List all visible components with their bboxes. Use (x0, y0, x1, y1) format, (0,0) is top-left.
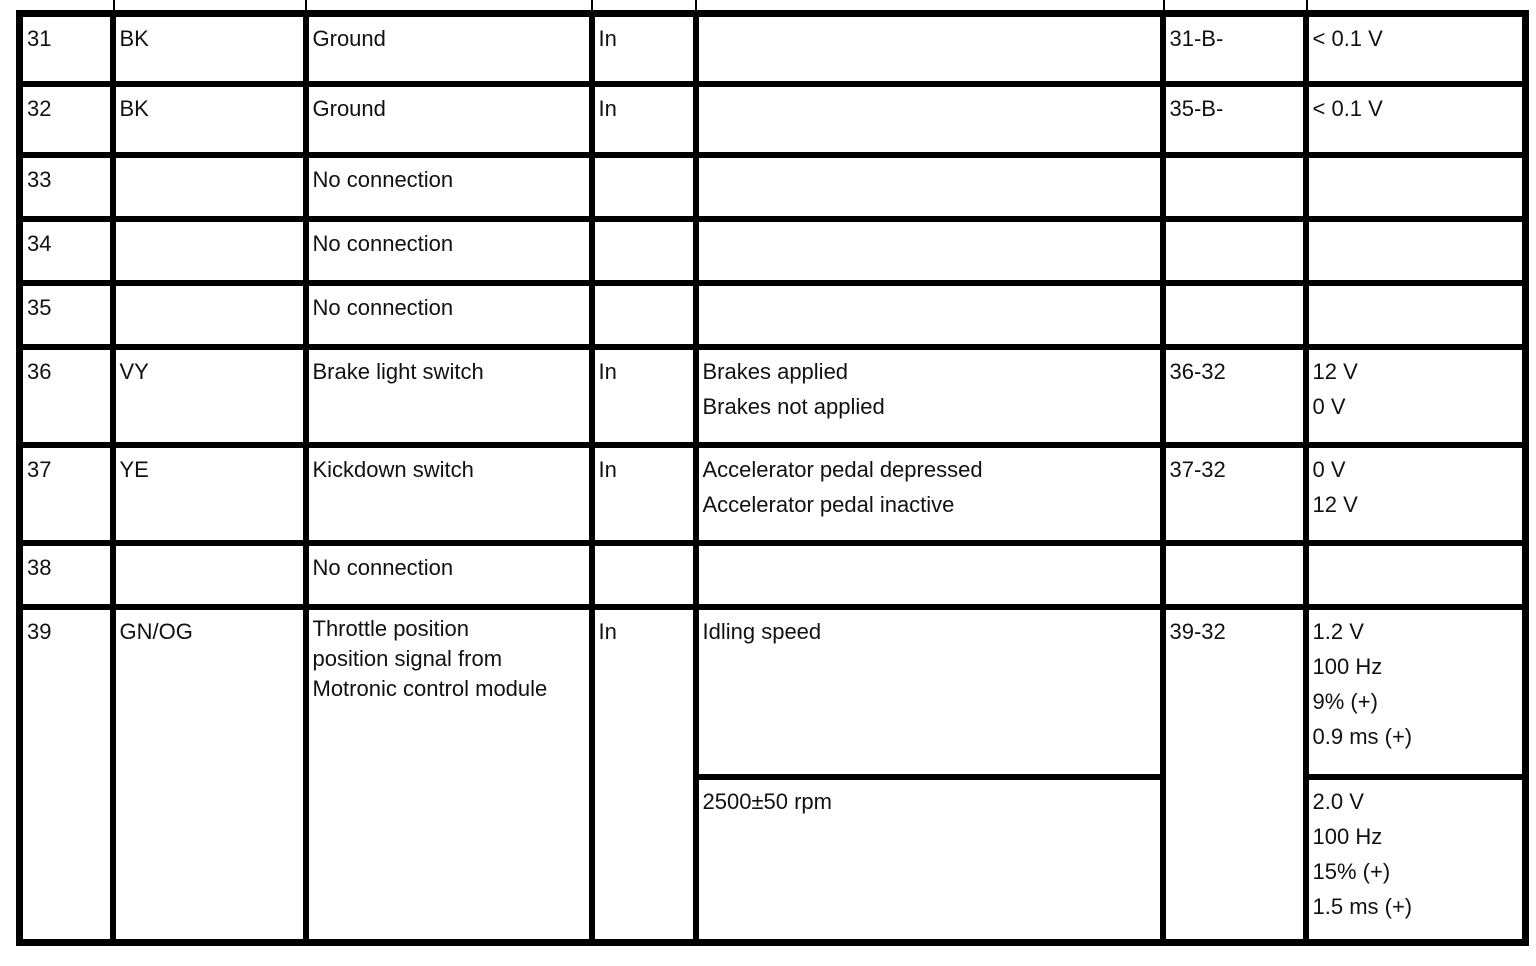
wire-color (113, 155, 306, 219)
pin-description: Ground (306, 84, 592, 155)
pin-description-line: Motronic control module (312, 675, 548, 701)
connector-pin-table (16, 10, 1529, 946)
nominal-values-rpm-line: 2.0 V (1312, 788, 1364, 814)
test-conditions-line: Brakes applied (702, 358, 849, 384)
table-row (20, 347, 1526, 445)
wire-color: BK (113, 84, 306, 155)
test-conditions-line: Accelerator pedal depressed (702, 456, 983, 482)
test-condition-idle: Idling speed (696, 607, 1163, 777)
wire-color: BK (113, 14, 306, 84)
test-terminals (1163, 155, 1306, 219)
nominal-values (1306, 445, 1526, 543)
test-conditions (696, 283, 1163, 347)
table-row (20, 283, 1526, 347)
pin-number: 37 (20, 445, 113, 543)
table-row (20, 84, 1526, 155)
pin-number: 39 (20, 607, 113, 943)
test-conditions-line: Accelerator pedal inactive (702, 491, 955, 517)
test-conditions (696, 14, 1163, 84)
pin-description-line: Throttle position (312, 615, 470, 641)
signal-direction: In (592, 14, 696, 84)
nominal-values-line: 12 V (1312, 491, 1358, 517)
pin-number: 32 (20, 84, 113, 155)
nominal-values-rpm-line: 100 Hz (1312, 823, 1383, 849)
test-conditions (696, 445, 1163, 543)
pin-description: Ground (306, 14, 592, 84)
pin-number: 38 (20, 543, 113, 607)
pin-number: 31 (20, 14, 113, 84)
pin-description: No connection (306, 543, 592, 607)
pin-description-line: position signal from (312, 645, 503, 671)
nominal-values-idle-line: 0.9 ms (+) (1312, 723, 1413, 749)
table-row (20, 155, 1526, 219)
table-row (20, 14, 1526, 84)
test-terminals: 36-32 (1163, 347, 1306, 445)
nominal-values (1306, 347, 1526, 445)
nominal-values (1306, 543, 1526, 607)
nominal-values (1306, 155, 1526, 219)
signal-direction: In (592, 607, 696, 943)
test-condition-rpm: 2500±50 rpm (696, 777, 1163, 943)
pin-number: 36 (20, 347, 113, 445)
signal-direction (592, 283, 696, 347)
nominal-values (1306, 219, 1526, 283)
pin-description: No connection (306, 219, 592, 283)
nominal-values-line: 0 V (1312, 456, 1346, 482)
test-terminals: 35-B- (1163, 84, 1306, 155)
wire-color (113, 543, 306, 607)
test-terminals: 37-32 (1163, 445, 1306, 543)
signal-direction: In (592, 347, 696, 445)
test-conditions (696, 347, 1163, 445)
table-body (20, 14, 1526, 943)
test-conditions (696, 543, 1163, 607)
test-conditions (696, 219, 1163, 283)
wire-color: GN/OG (113, 607, 306, 943)
wire-color: VY (113, 347, 306, 445)
test-terminals: 31-B- (1163, 14, 1306, 84)
test-terminals (1163, 283, 1306, 347)
pin-number: 33 (20, 155, 113, 219)
pin-description: Brake light switch (306, 347, 592, 445)
signal-direction: In (592, 445, 696, 543)
test-terminals: 39-32 (1163, 607, 1306, 943)
pin-description: No connection (306, 283, 592, 347)
test-conditions (696, 84, 1163, 155)
nominal-values-rpm-line: 1.5 ms (+) (1312, 893, 1413, 919)
signal-direction (592, 155, 696, 219)
wire-color (113, 283, 306, 347)
nominal-values-line: < 0.1 V (1312, 26, 1383, 51)
test-terminals (1163, 543, 1306, 607)
pin-number: 35 (20, 283, 113, 347)
nominal-values-idle-line: 1.2 V (1312, 618, 1364, 644)
test-terminals (1163, 219, 1306, 283)
nominal-values (1306, 283, 1526, 347)
pin-description: Kickdown switch (306, 445, 592, 543)
table-row (20, 607, 1526, 777)
nominal-values-rpm (1306, 777, 1526, 943)
nominal-values-idle-line: 9% (+) (1312, 688, 1378, 714)
test-conditions-line: Brakes not applied (702, 393, 885, 419)
nominal-values-line: 0 V (1312, 393, 1346, 419)
table-row (20, 445, 1526, 543)
table-row (20, 543, 1526, 607)
nominal-values-rpm-line: 15% (+) (1312, 858, 1391, 884)
nominal-values-idle-line: 100 Hz (1312, 653, 1383, 679)
nominal-values (1306, 84, 1526, 155)
nominal-values-line: < 0.1 V (1312, 95, 1383, 121)
table-row (20, 219, 1526, 283)
signal-direction (592, 219, 696, 283)
nominal-values (1306, 14, 1526, 84)
pin-description (306, 607, 592, 943)
pin-number: 34 (20, 219, 113, 283)
wire-color: YE (113, 445, 306, 543)
signal-direction (592, 543, 696, 607)
wire-color (113, 219, 306, 283)
nominal-values-line: 12 V (1312, 358, 1358, 384)
pin-description: No connection (306, 155, 592, 219)
test-conditions (696, 155, 1163, 219)
nominal-values-idle (1306, 607, 1526, 777)
signal-direction: In (592, 84, 696, 155)
